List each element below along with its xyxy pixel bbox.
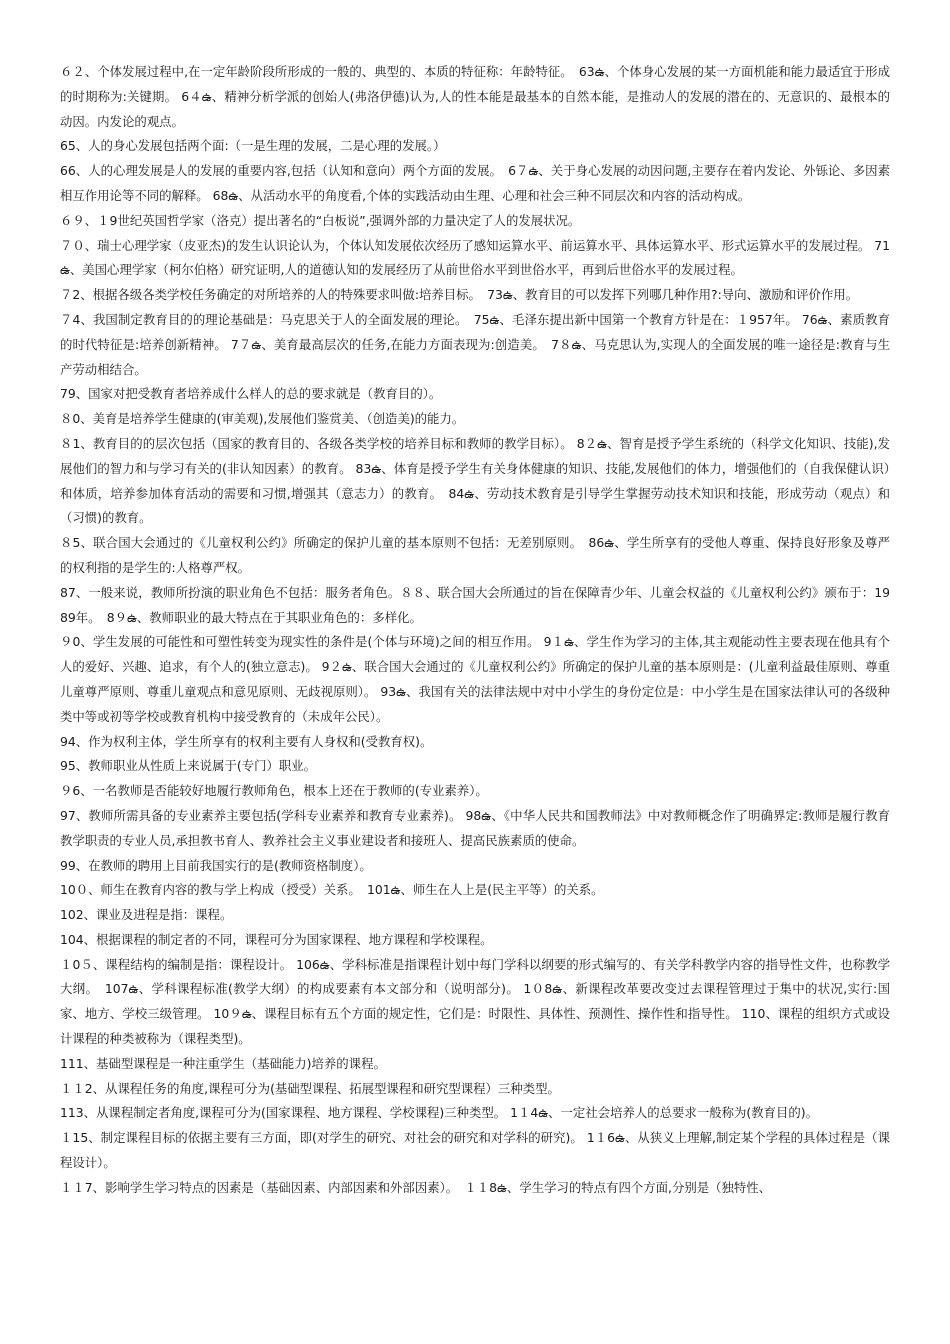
paragraph: 79、国家对把受教育者培养成什么样人的总的要求就是（教育目的）。 [60, 386, 442, 402]
paragraph: １１2、从课程任务的角度,课程可分为(基础型课程、拓展型课程和研究型课程）三种类型。 [60, 1080, 560, 1096]
paragraph: １１7、影响学生学习特点的因素是（基础因素、内部因素和外部因素）。 １１8ఉ、学生学习的特点有四个方面,分别是（独特性、 [60, 1179, 772, 1195]
paragraph: ９6、一名教师是否能较好地履行教师角色，根本上还在于教师的(专业素养）。 [60, 783, 488, 799]
paragraph: ７2、根据各级各类学校任务确定的对所培养的人的特殊要求叫做:培养目标。 73ఉ、教育目的可以发挥下列哪几种作用?:导向、激励和评价作用。 [60, 287, 859, 303]
paragraph: 111、基础型课程是一种注重学生（基础能力)培养的课程。 [60, 1055, 386, 1071]
paragraph: 95、教师职业从性质上来说属于(专门）职业。 [60, 758, 317, 774]
paragraph: ６９、１9世纪英国哲学家（洛克）提出著名的“白板说”,强调外部的力量决定了人的发展状况。 [60, 212, 581, 228]
paragraph: 102、课业及进程是指：课程。 [60, 907, 233, 923]
paragraph: 66、人的心理发展是人的发展的重要内容,包括（认知和意向）两个方面的发展。 6７ఉ、关于身心发展的动因问题,主要存在着内发论、外铄论、多因素相互作用论等不同的解释。 68ఉ、从活动水平的角度看,个体的实践活动由生理、心理和社会三种不同层次和内容的活动构成。 [60, 163, 890, 203]
paragraph: 87、一般来说，教师所扮演的职业角色不包括：服务者角色。８８、联合国大会所通过的旨在保障青少年、儿童会权益的《儿童权利公约》颁布于：1989年。 8９ఉ、教师职业的最大特点在于其职业角色的：多样化。 [60, 584, 890, 625]
paragraph: ８0、美育是培养学生健康的(审美观),发展他们鉴赏美、（创造美)的能力。 [60, 411, 465, 427]
paragraph: ９0、学生发展的可能性和可塑性转变为现实性的条件是(个体与环境)之间的相互作用。 9１ఉ、学生作为学习的主体,其主观能动性主要表现在他具有个人的爱好、兴趣、追求，有个人的(独立意志)。 9２ఉ、联合国大会通过的《儿童权利公约》所确定的保护儿童的基本原则是：(儿童利益最佳原则、尊重儿童尊严原则、尊重儿童观点和意见原则、无歧视原则）。 93ఉ、我国有关的法律法规中对中小学生的身份定位是：中小学生是在国家法律认可的各级种类中等或初等学校或教育机构中接受教育的（未成年公民）。 [60, 634, 890, 724]
paragraph: ６２、个体发展过程中,在一定年龄阶段所形成的一般的、典型的、本质的特征称：年龄特征。 63ఉ、个体身心发展的某一方面机能和能力最适宜于形成的时期称为:关键期。 6４ఉ、精神分析学派的创始人(弗洛伊德)认为,人的性本能是最基本的自然本能，是推动人的发展的潜在的、无意识的、最根本的动因。内发论的观点。 [60, 64, 890, 129]
paragraph: 99、在教师的聘用上目前我国实行的是(教师资格制度）。 [60, 857, 372, 873]
paragraph: 65、人的身心发展包括两个面:（一是生理的发展，二是心理的发展。） [60, 138, 446, 154]
paragraph: 94、作为权利主体，学生所享有的权利主要有人身权和(受教育权)。 [60, 733, 433, 749]
paragraph: １15、制定课程目标的依据主要有三方面，即(对学生的研究、对社会的研究和对学科的研究)。 1１6ఉ、从狭义上理解,制定某个学程的具体过程是（课程设计）。 [60, 1130, 890, 1171]
paragraph: 104、根据课程的制定者的不同，课程可分为国家课程、地方课程和学校课程。 [60, 931, 493, 947]
paragraph: 10０、师生在教育内容的教与学上构成（授受）关系。 101ఉ、师生在人上是(民主平等）的关系。 [60, 882, 604, 898]
paragraph: １0５、课程结构的编制是指：课程设计。 106ఉ、学科标准是指课程计划中每门学科以纲要的形式编写的、有关学科教学内容的指导性文件，也称教学大纲。 107ఉ、学科课程标准(教学大纲）的构成要素有本文部分和（说明部分)。 1０8ఉ、新课程改革要改变过去课程管理过于集中的状况,实行:国家、地方、学校三级管理。 10９ఉ、课程目标有五个方面的规定性，它们是：时限性、具体性、预测性、操作性和指导性。 110、课程的组织方式或设计课程的种类被称为（课程类型)。 [60, 956, 890, 1047]
paragraph: ７０、瑞士心理学家（皮亚杰)的发生认识论认为，个体认知发展依次经历了感知运算水平、前运算水平、具体运算水平、形式运算水平的发展过程。 71ఉ、美国心理学家（柯尔伯格）研究证明,人的道德认知的发展经历了从前世俗水平到世俗水平，再到后世俗水平的发展过程。 [60, 237, 890, 278]
paragraph: ７4、我国制定教育目的的理论基础是：马克思关于人的全面发展的理论。 75ఉ、毛泽东提出新中国第一个教育方针是在：１957年。 76ఉ、素质教育的时代特征是:培养创新精神。 7７ఉ、美育最高层次的任务,在能力方面表现为:创造美。 7８ఉ、马克思认为,实现人的全面发展的唯一途径是:教育与生产劳动相结合。 [60, 311, 890, 377]
paragraph: 113、从课程制定者角度,课程可分为(国家课程、地方课程、学校课程)三种类型。 1１4ఉ、一定社会培养人的总要求一般称为(教育目的)。 [60, 1105, 819, 1121]
paragraph: ８5、联合国大会通过的《儿童权利公约》所确定的保护儿童的基本原则不包括：无差别原则。 86ఉ、学生所享有的受他人尊重、保持良好形象及尊严的权利指的是学生的:人格尊严权。 [60, 535, 890, 575]
paragraph: 97、教师所需具备的专业素养主要包括(学科专业素养和教育专业素养)。 98ఉ、《中华人民共和国教师法》中对教师概念作了明确界定:教师是履行教育教学职责的专业人员,承担教书育人、教养社会主义事业建设者和接班人、提高民族素质的使命。 [60, 807, 890, 848]
paragraph: ８1、教育目的的层次包括（国家的教育目的、各级各类学校的培养目标和教师的教学目标）。 8２ఉ、智育是授予学生系统的（科学文化知识、技能),发展他们的智力和与学习有关的(非认知因素）的教育。 83ఉ、体育是授予学生有关身体健康的知识、技能,发展他们的体力，增强他们的（自我保健认识）和体质，培养参加体育活动的需要和习惯,增强其（意志力）的教育。 84ఉ、劳动技术教育是引导学生掌握劳动技术知识和技能，形成劳动（观点）和（习惯)的教育。 [60, 435, 890, 526]
